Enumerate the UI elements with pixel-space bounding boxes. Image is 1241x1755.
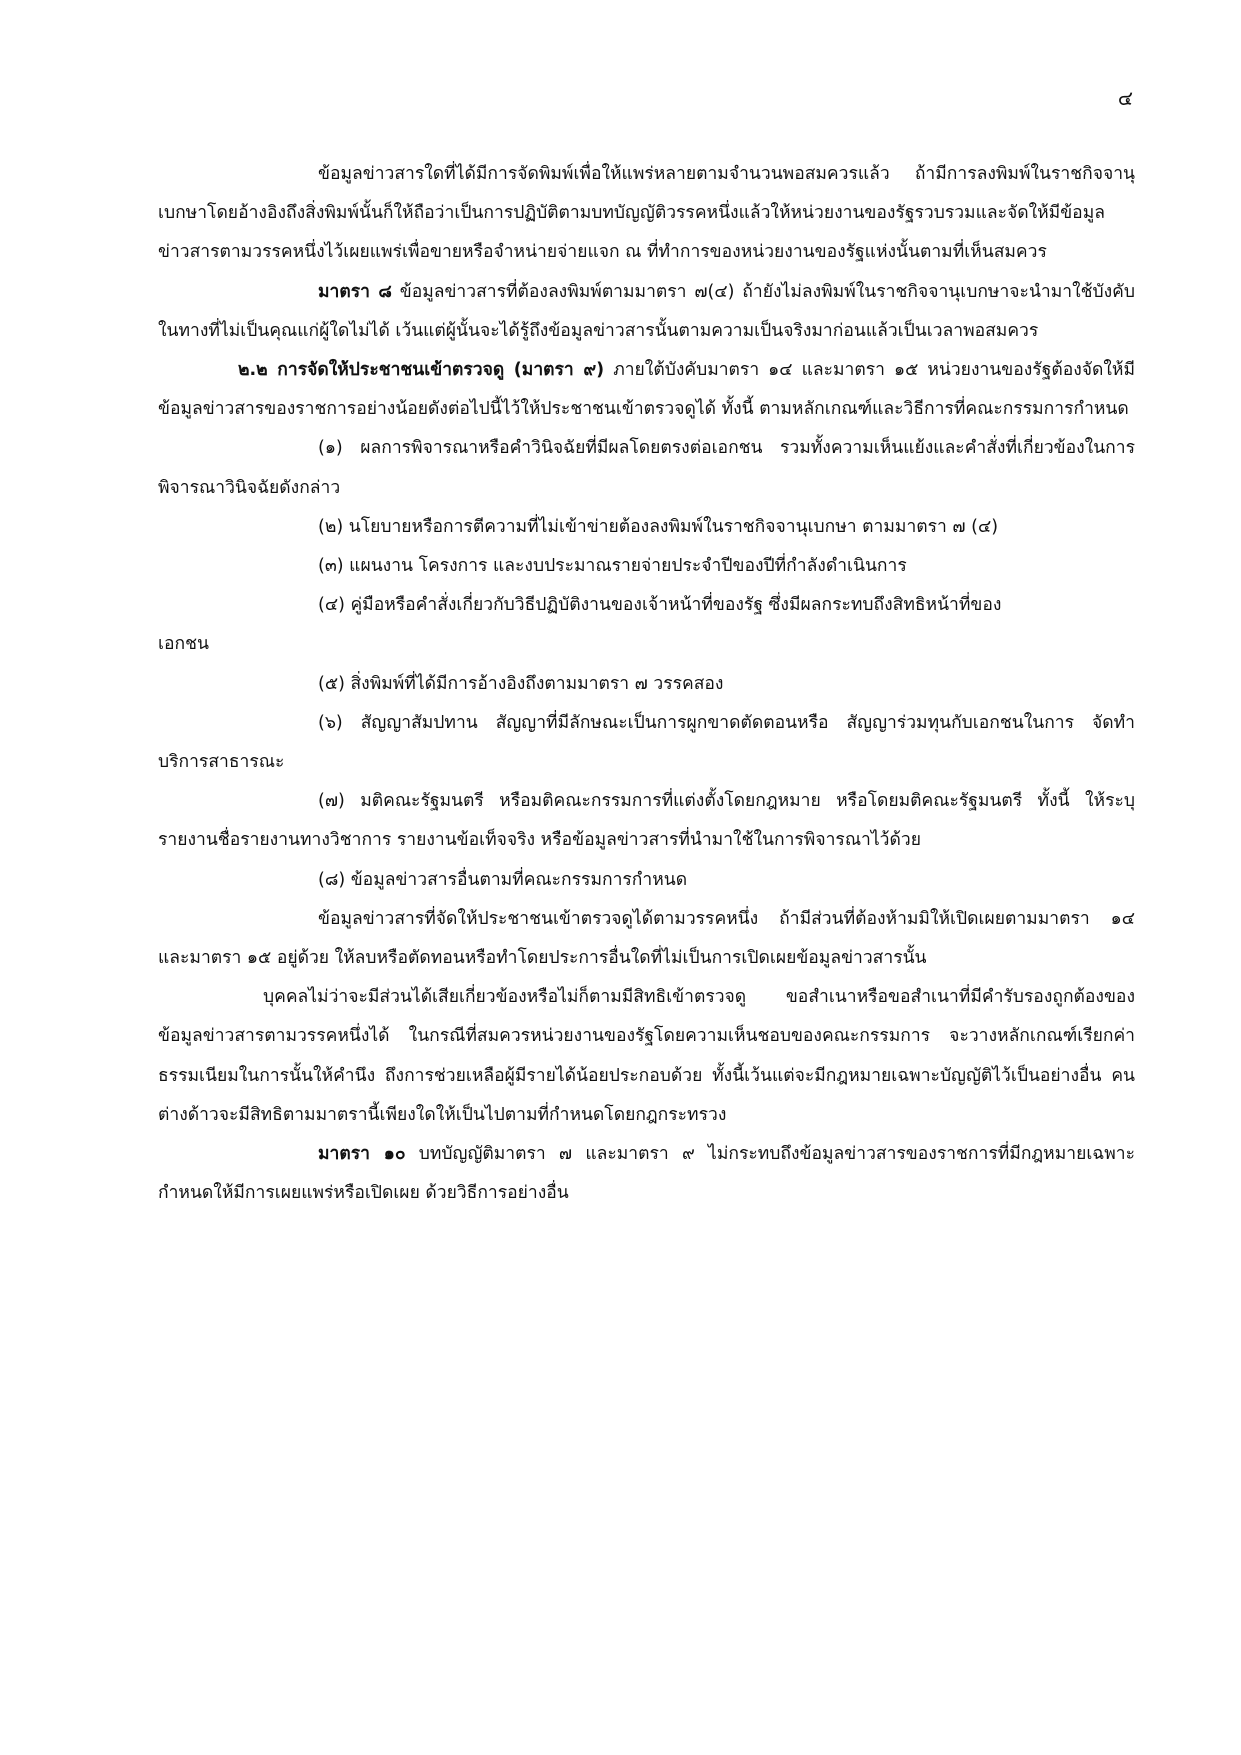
list-item-4: (๔) คู่มือหรือคำสั่งเกี่ยวกับวิธีปฏิบัติงานของเจ้าหน้าที่ของรัฐ ซึ่งมีผลกระทบถึงสิทธิหน้าที่ของ — [318, 595, 1002, 616]
list-item-6: (๖) สัญญาสัมปทาน สัญญาที่มีลักษณะเป็นการผูกขาดตัดตอนหรือ สัญญาร่วมทุนกับเอกชนในการ จัดทำบริการสาธารณะ — [158, 712, 1135, 773]
list-item-8: (๘) ข้อมูลข่าวสารอื่นตามที่คณะกรรมการกำหนด — [318, 869, 688, 890]
list-item-5: (๕) สิ่งพิมพ์ที่ได้มีการอ้างอิงถึงตามมาตรา ๗ วรรคสอง — [318, 673, 724, 694]
section-8-label: มาตรา ๘ — [318, 281, 392, 302]
list-item-1: (๑) ผลการพิจารณาหรือคำวินิจฉัยที่มีผลโดยตรงต่อเอกชน รวมทั้งความเห็นแย้งและคำสั่งที่เกี่ยวข้องในการพิจารณาวินิจฉัยดังกล่าว — [158, 438, 1135, 498]
list-item-2: (๒) นโยบายหรือการตีความที่ไม่เข้าข่ายต้องลงพิมพ์ในราชกิจจานุเบกษา ตามมาตรา ๗ (๔) — [318, 516, 999, 537]
section-10-label: มาตรา ๑๐ — [318, 1144, 406, 1165]
document-body — [158, 155, 1135, 1213]
list-item-4-continuation: เอกชน — [158, 634, 209, 655]
list-item-3: (๓) แผนงาน โครงการ และงบประมาณรายจ่ายประจำปีของปีที่กำลังดำเนินการ — [318, 556, 907, 577]
heading-2-2-text: ภายใต้บังคับมาตรา ๑๔ และมาตรา ๑๕ หน่วยงานของรัฐต้องจัดให้มีข้อมูลข่าวสารของราชการอย่างน้อยดังต่อไปนี้ไว้ให้ประชาชนเข้าตรวจดูได้ ทั้งนี้ ตามหลักเกณฑ์และวิธีการที่คณะกรรมการกำหนด — [158, 360, 1136, 420]
section-8-text: ข้อมูลข่าวสารที่ต้องลงพิมพ์ตามมาตรา ๗(๔) ถ้ายังไม่ลงพิมพ์ในราชกิจจานุเบกษาจะนำมาใช้บังคับในทางที่ไม่เป็นคุณแก่ผู้ใดไม่ได้ เว้นแต่ผู้นั้นจะได้รู้ถึงข้อมูลข่าวสารนั้นตามความเป็นจริงมาก่อนแล้วเป็นเวลาพอสมควร — [158, 281, 1135, 341]
page-number: ๔ — [1117, 86, 1133, 110]
list-item-7: (๗) มติคณะรัฐมนตรี หรือมติคณะกรรมการที่แต่งตั้งโดยกฎหมาย หรือโดยมติคณะรัฐมนตรี ทั้งนี้ ให้ระบุรายงานชื่อรายงานทางวิชาการ รายงานข้อเท็จจริง หรือข้อมูลข่าวสารที่นำมาใช้ในการพิจารณาไว้ด้วย — [158, 791, 1135, 851]
paragraph-section-8 — [158, 273, 1135, 351]
paragraph-heading-2-2 — [158, 351, 1135, 429]
paragraph-redaction: ข้อมูลข่าวสารที่จัดให้ประชาชนเข้าตรวจดูได้ตามวรรคหนึ่ง ถ้ามีส่วนที่ต้องห้ามมิให้เปิดเผยตามมาตรา ๑๔ และมาตรา ๑๕ อยู่ด้วย ให้ลบหรือตัดทอนหรือทำโดยประการอื่นใดที่ไม่เป็นการเปิดเผยข้อมูลข่าวสารนั้น — [158, 908, 1135, 969]
paragraph-inspection-rights: บุคคลไม่ว่าจะมีส่วนได้เสียเกี่ยวข้องหรือไม่ก็ตามมีสิทธิเข้าตรวจดู ขอสำเนาหรือขอสำเนาที่มีคำรับรองถูกต้องของข้อมูลข่าวสารตามวรรคหนึ่งได้ ในกรณีที่สมควรหน่วยงานของรัฐโดยความเห็นชอบของคณะกรรมการ จะวางหลักเกณฑ์เรียกค่าธรรมเนียมในการนั้นให้คำนึง ถึงการช่วยเหลือผู้มีรายได้น้อยประกอบด้วย ทั้งนี้เว้นแต่จะมีกฎหมายเฉพาะบัญญัติไว้เป็นอย่างอื่น คนต่างด้าวจะมีสิทธิตามมาตรานี้เพียงใดให้เป็นไปตามที่กำหนดโดยกฎกระทรวง — [158, 987, 1135, 1125]
paragraph-publication: ข้อมูลข่าวสารใดที่ได้มีการจัดพิมพ์เพื่อให้แพร่หลายตามจำนวนพอสมควรแล้ว ถ้ามีการลงพิมพ์ในราชกิจจานุเบกษาโดยอ้างอิงถึงสิ่งพิมพ์นั้นก็ให้ถือว่าเป็นการปฏิบัติตามบทบัญญัติวรรคหนึ่งแล้วให้หน่วยงานของรัฐรวบรวมและจัดให้มีข้อมูลข่าวสารตามวรรคหนึ่งไว้เผยแพร่เพื่อขายหรือจำหน่ายจ่ายแจก ณ ที่ทำการของหน่วยงานของรัฐแห่งนั้นตามที่เห็นสมควร — [158, 164, 1135, 263]
heading-2-2-label: ๒.๒ การจัดให้ประชาชนเข้าตรวจดู (มาตรา ๙) — [238, 360, 605, 381]
paragraph-section-10 — [158, 1135, 1135, 1213]
section-10-text: บทบัญญัติมาตรา ๗ และมาตรา ๙ ไม่กระทบถึงข้อมูลข่าวสารของราชการที่มีกฎหมายเฉพาะกำหนดให้มีการเผยแพร่หรือเปิดเผย ด้วยวิธีการอย่างอื่น — [158, 1144, 1135, 1204]
